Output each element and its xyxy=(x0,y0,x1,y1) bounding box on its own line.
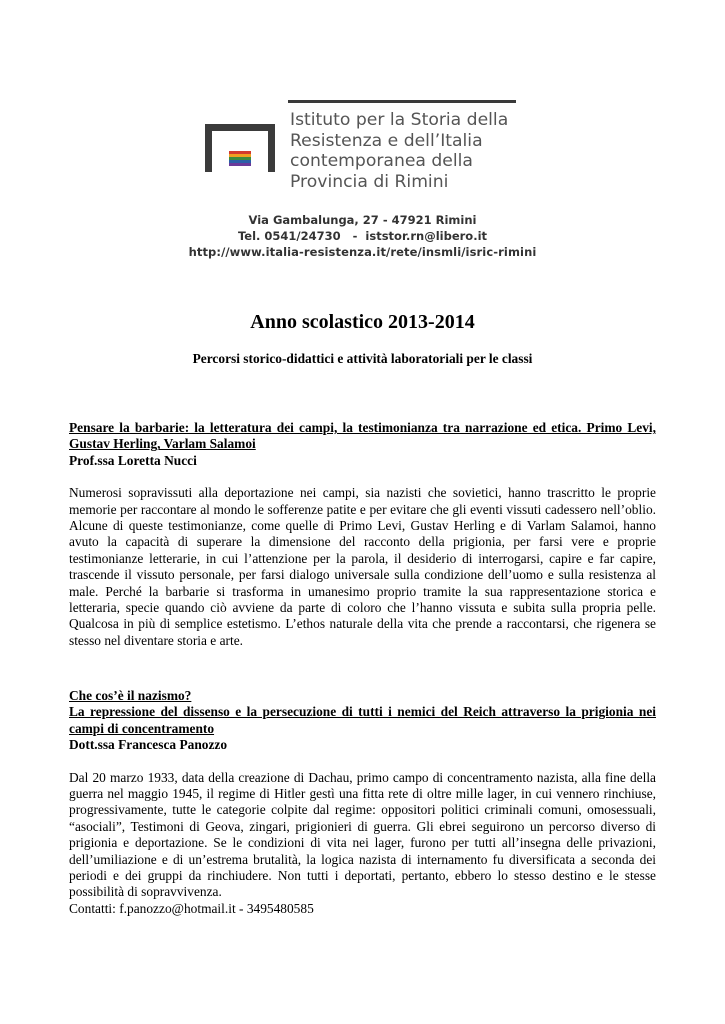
section-author: Dott.ssa Francesca Panozzo xyxy=(69,737,228,753)
logo-stripe xyxy=(229,163,251,166)
page-subtitle: Percorsi storico-didattici e attività laboratoriali per le classi xyxy=(192,351,533,366)
section-body: Numerosi sopravissuti alla deportazione nei campi, sia nazisti che sovietici, hanno trascritto le proprie memorie per raccontare al mondo le sofferenze patite e per evitare che gli eventi vissuti cadessero nell’oblio. Alcune di queste testimonianze, come quelle di Primo Levi, Gustav Herling e di Varlam Salamoi, hanno avuto la capacità di superare la dimensione del racconto della prigionia, per farsi vere e proprie testimonianze letterarie, in cui l’attenzione per la parola, il desiderio di interrogarsi, capire e far capire, trascende il vissuto personale, per farsi dialogo universale sulla condizione dell’uomo e sulla resistenza al male. Perché la barbarie si trasforma in umanesimo proprio tramite la sua rappresentazione storica e letteraria, specie quando ciò avviene da parte di coloro che l’hanno vissuta e subita sulla propria pelle. Qualcosa in più di semplice estetismo. L’ethos naturale della vita che prende a raccontarsi, che rigenera se stesso nel diventare storia e arte. xyxy=(69,485,656,648)
phone-email: Tel. 0541/24730 - iststor.rn@libero.it xyxy=(237,229,488,243)
logo-top-rule xyxy=(288,100,516,103)
section-heading: Pensare la barbarie: la letteratura dei campi, la testimonianza tra narrazione ed etica. Primo Levi, Gustav Herling, Varlam Salamoi xyxy=(69,420,656,452)
course-section xyxy=(69,420,656,649)
section-question-heading: Che cos’è il nazismo? xyxy=(69,688,192,703)
institute-name-line: contemporanea della xyxy=(290,151,473,172)
logo-stripe xyxy=(229,160,251,163)
section-body: Dal 20 marzo 1933, data della creazione di Dachau, primo campo di concentramento nazista, alla fine della guerra nel maggio 1945, il regime di Hitler gestì una fitta rete di oltre mille lager, in cui vennero rinchiuse, progressivamente, tutte le categorie colpite dal regime: oppositori politici criminali comuni, omosessuali, “asociali”, Testimoni di Geova, zingari, prigionieri di guerra. Gli ebrei seguirono un percorso diverso di prigionia e deportazione. Se le condizioni di vita nei lager, furono per tutti all’insegna delle privazioni, dell’umiliazione e di un’estrema brutalità, la logica nazista di internamento fu diversificata a seconda dei periodi e dei gruppi da rinchiudere. Non tutti i deportati, pertanto, ebbero lo stesso destino e le stesse possibilità di sopravvivenza. xyxy=(69,769,656,900)
section-author: Prof.ssa Loretta Nucci xyxy=(69,452,197,468)
course-section xyxy=(69,688,656,917)
page-title: Anno scolastico 2013-2014 xyxy=(250,311,475,333)
institute-name-line: Istituto per la Storia della xyxy=(290,110,509,130)
institute-logo-icon xyxy=(205,124,275,172)
address: Via Gambalunga, 27 - 47921 Rimini xyxy=(248,213,477,227)
website-link[interactable]: http://www.italia-resistenza.it/rete/insmli/isric-rimini xyxy=(188,245,537,259)
logo-stripe xyxy=(229,154,251,157)
logo-stripe xyxy=(229,151,251,154)
contact-info: Contatti: f.panozzo@hotmail.it - 3495480585 xyxy=(69,900,314,916)
institute-name-line: Provincia di Rimini xyxy=(290,171,449,192)
institute-name xyxy=(290,110,550,192)
institute-contacts xyxy=(0,212,725,260)
institute-name-line: Resistenza e dell’Italia xyxy=(290,130,483,151)
logo-stripe xyxy=(229,157,251,160)
section-heading: La repressione del dissenso e la persecuzione di tutti i nemici del Reich attraverso la prigionia nei campi di concentramento xyxy=(69,704,656,736)
